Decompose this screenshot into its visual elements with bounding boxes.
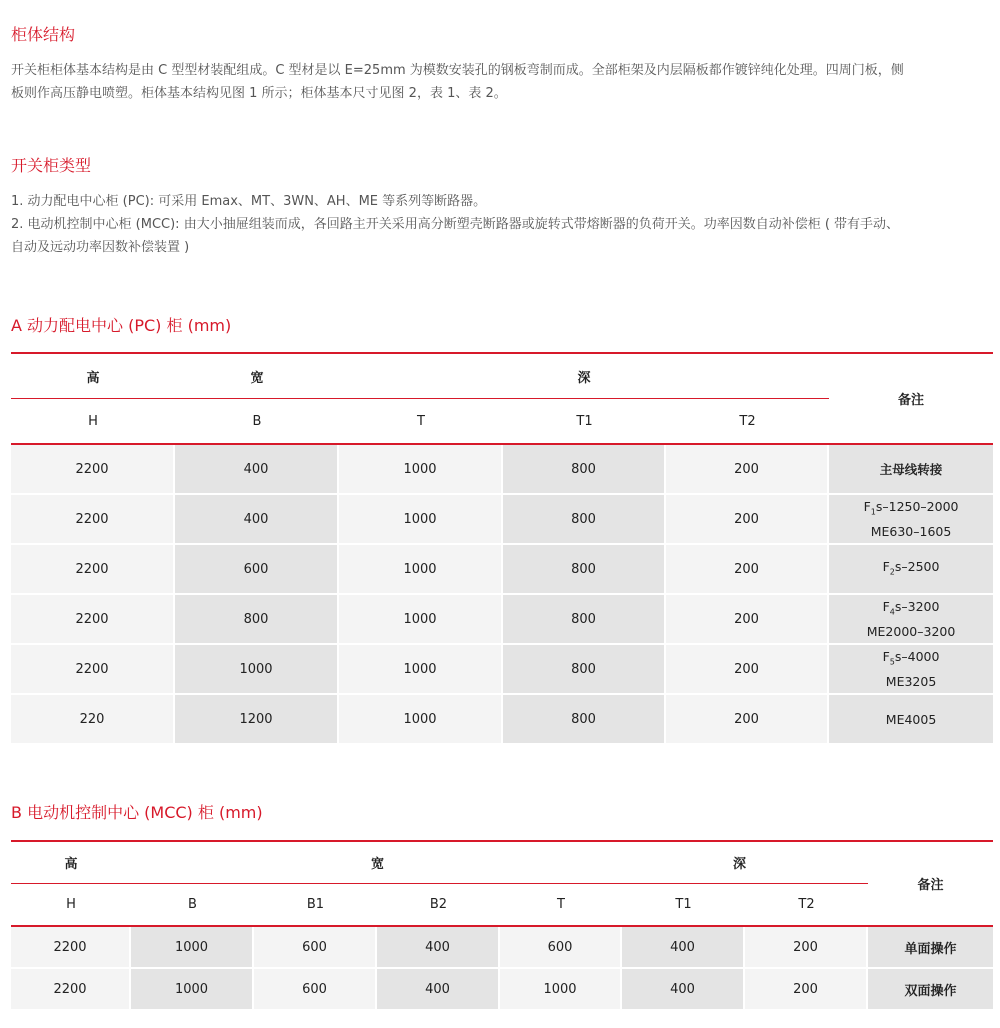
cell-t1: 400 (622, 969, 745, 1011)
sub-header: T1 (503, 399, 666, 445)
cell-h: 2200 (11, 445, 175, 495)
cell-h: 2200 (11, 595, 175, 645)
cell-note: 单面操作 (868, 927, 993, 969)
header-depth: 深 (339, 352, 829, 399)
cell-h: 2200 (11, 969, 131, 1011)
cell-b: 1000 (175, 645, 339, 695)
cell-t: 1000 (339, 595, 503, 645)
cell-t2: 200 (666, 595, 829, 645)
header-height: 高 (11, 352, 175, 399)
note-subscript: 4 (889, 607, 895, 617)
cell-h: 2200 (11, 545, 175, 595)
sub-header: T (500, 884, 622, 927)
cell-note (829, 495, 993, 545)
header-note: 备注 (868, 840, 993, 927)
cell-h: 2200 (11, 927, 131, 969)
cell-t: 1000 (339, 495, 503, 545)
cell-b: 400 (175, 495, 339, 545)
cell-b: 1000 (131, 969, 254, 1011)
sub-header: T2 (666, 399, 829, 445)
cell-t1: 400 (622, 927, 745, 969)
note-suffix: s–4000 (894, 649, 940, 665)
cell-note (829, 545, 993, 595)
cell-b1: 600 (254, 969, 377, 1011)
cell-t1: 800 (503, 595, 666, 645)
table-b-sub-header-row (11, 884, 993, 927)
list-item: 1. 动力配电中心柜 (PC): 可采用 Emax、MT、3WN、AH、ME 等系列等断路器。 (11, 194, 487, 209)
section-title-cabinet-structure: 柜体结构 (11, 25, 76, 44)
note-subscript: 2 (889, 567, 895, 577)
cell-note: 双面操作 (868, 969, 993, 1011)
cell-t2: 200 (745, 927, 868, 969)
table-a-title: A 动力配电中心 (PC) 柜 (mm) (11, 316, 232, 335)
list-item: 2. 电动机控制中心柜 (MCC): 由大小抽屉组装而成，各回路主开关采用高分断塑壳断路器或旋转式带熔断器的负荷开关。功率因数自动补偿柜 ( 带有手动、 (11, 217, 900, 232)
cell-b1: 600 (254, 927, 377, 969)
table-a-group-header-row (11, 352, 993, 399)
cell-t: 1000 (339, 445, 503, 495)
cell-t1: 800 (503, 495, 666, 545)
cell-b: 1000 (131, 927, 254, 969)
cell-t2: 200 (666, 645, 829, 695)
note-line-2: ME2000–3200 (866, 623, 956, 639)
header-depth: 深 (622, 840, 868, 884)
note-text: 主母线转接 (879, 461, 943, 477)
cell-t: 1000 (339, 545, 503, 595)
cell-b2: 400 (377, 969, 500, 1011)
cell-t: 1000 (339, 695, 503, 745)
note-suffix: s–1250–2000 (875, 499, 959, 515)
table-row (11, 927, 993, 969)
cell-h: 2200 (11, 645, 175, 695)
sub-header: B (131, 884, 254, 927)
sub-header: B (175, 399, 339, 445)
cell-t2: 200 (666, 545, 829, 595)
header-note: 备注 (829, 352, 993, 445)
cell-t1: 800 (503, 645, 666, 695)
cell-t1: 800 (503, 545, 666, 595)
cell-t: 600 (500, 927, 622, 969)
note-line-1 (829, 497, 993, 522)
table-row (11, 445, 993, 495)
cell-t2: 200 (666, 695, 829, 745)
sub-header: T (339, 399, 503, 445)
section-title-cabinet-types: 开关柜类型 (11, 156, 92, 175)
note-line-2: ME3205 (885, 673, 937, 689)
note-prefix: F (882, 558, 890, 574)
table-b-group-header-row (11, 840, 993, 884)
sub-header: B2 (377, 884, 500, 927)
sub-header: H (11, 399, 175, 445)
cell-b: 600 (175, 545, 339, 595)
table-row (11, 969, 993, 1011)
table-row (11, 545, 993, 595)
cell-t: 1000 (500, 969, 622, 1011)
sub-header: B1 (254, 884, 377, 927)
cell-b: 400 (175, 445, 339, 495)
note-line-2: ME630–1605 (870, 523, 952, 539)
note-prefix: F (882, 599, 890, 615)
note-line-1 (829, 597, 993, 622)
cell-h: 2200 (11, 495, 175, 545)
table-row (11, 645, 993, 695)
note-suffix: s–3200 (894, 599, 940, 615)
note-line-1 (829, 647, 993, 672)
table-row (11, 595, 993, 645)
cell-note (829, 445, 993, 495)
cell-t2: 200 (666, 495, 829, 545)
cell-b: 1200 (175, 695, 339, 745)
sub-header: T1 (622, 884, 745, 927)
table-row (11, 695, 993, 745)
cell-t2: 200 (745, 969, 868, 1011)
note-prefix: F (882, 649, 890, 665)
note-subscript: 1 (870, 507, 876, 517)
header-width: 宽 (175, 352, 339, 399)
note-suffix: s–2500 (894, 558, 940, 574)
table-b-mcc-dimensions (11, 840, 993, 1011)
cell-b2: 400 (377, 927, 500, 969)
cell-t1: 800 (503, 445, 666, 495)
cell-t1: 800 (503, 695, 666, 745)
cell-t: 1000 (339, 645, 503, 695)
sub-header: T2 (745, 884, 868, 927)
cell-h: 220 (11, 695, 175, 745)
table-row (11, 495, 993, 545)
cell-note (829, 595, 993, 645)
paragraph-line: 板则作高压静电喷塑。柜体基本结构见图 1 所示；柜体基本尺寸见图 2，表 1、表 2。 (11, 86, 507, 101)
cabinet-structure-paragraph (11, 59, 995, 105)
cell-t2: 200 (666, 445, 829, 495)
cell-note (829, 645, 993, 695)
header-width: 宽 (131, 840, 622, 884)
list-item-continuation: 自动及远动功率因数补偿装置 ) (11, 240, 190, 255)
cell-b: 800 (175, 595, 339, 645)
cabinet-types-list (11, 190, 995, 259)
note-subscript: 5 (889, 657, 895, 667)
header-height: 高 (11, 840, 131, 884)
sub-header: H (11, 884, 131, 927)
note-prefix: F (863, 499, 871, 515)
note-text: ME4005 (885, 711, 937, 727)
note-line-1 (829, 557, 993, 582)
table-a-pc-dimensions (11, 352, 993, 745)
cell-note (829, 695, 993, 745)
paragraph-line: 开关柜柜体基本结构是由 C 型型材装配组成。C 型材是以 E=25mm 为模数安装孔的钢板弯制而成。全部柜架及内层隔板都作镀锌纯化处理。四周门板，侧 (11, 63, 904, 78)
table-b-title: B 电动机控制中心 (MCC) 柜 (mm) (11, 803, 263, 822)
